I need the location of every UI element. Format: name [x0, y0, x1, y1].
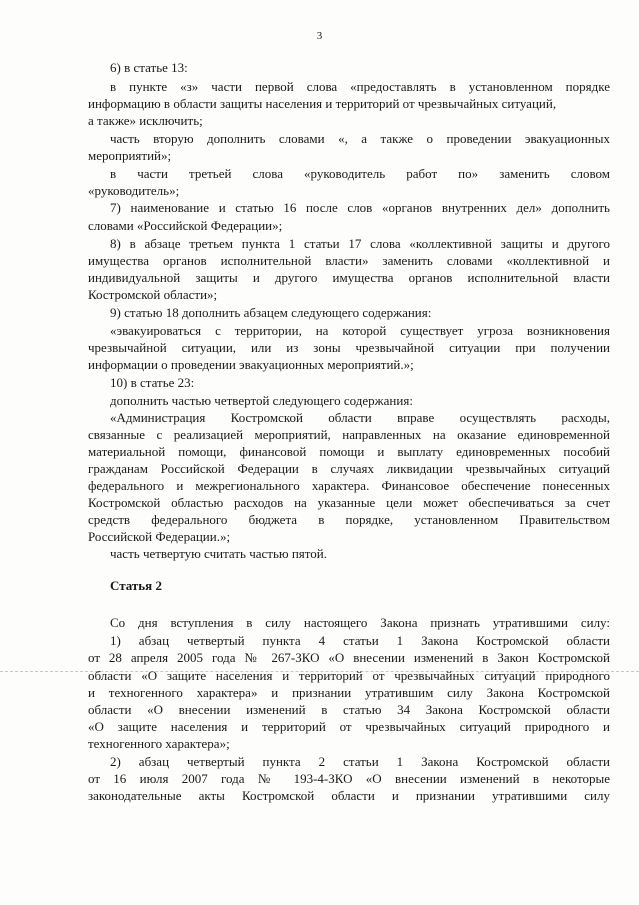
text-line: федерального и межрегионального характера. Финансовое обеспечение понесенных	[88, 478, 610, 493]
text-line: области «О защите населения и территорий от чрезвычайных ситуаций природного	[88, 668, 610, 683]
text-line: Костромской области»;	[88, 287, 218, 302]
text-line: 2) абзац четвертый пункта 2 статьи 1 Закона Костромской области	[110, 754, 610, 769]
page-number: 3	[316, 30, 323, 42]
text-line: техногенного характера»;	[88, 736, 230, 751]
text-line: области «О внесении изменений в статью 34 Закона Костромской области	[88, 702, 610, 717]
text-line: словами «Российской Федерации»;	[88, 218, 283, 233]
text-line: от 28 апреля 2005 года № 267-ЗКО «О внесении изменений в Закон Костромской	[88, 650, 610, 665]
text-line: Со дня вступления в силу настоящего Закона признать утратившими силу:	[110, 615, 610, 630]
text-line: гражданам Российской Федерации в случаях ликвидации чрезвычайных ситуаций	[88, 461, 610, 476]
text-line: в пункте «з» части первой слова «предоставлять в установленном порядке	[110, 79, 610, 94]
text-line: имущества органов исполнительной власти» заменить словами «коллективной и	[88, 253, 610, 268]
text-line: а также» исключить;	[88, 113, 203, 128]
text-line: «эвакуироваться с территории, на которой существует угроза возникновения	[110, 323, 610, 338]
text-line: чрезвычайной ситуации, или из зоны чрезвычайной ситуации при получении	[88, 340, 610, 355]
text-line: и техногенного характера» и признании утратившим силу Закона Костромской	[88, 685, 610, 700]
text-line: информации о проведении эвакуационных мероприятий.»;	[88, 357, 414, 372]
text-line: «О защите населения и территорий от чрезвычайных ситуаций природного и	[88, 719, 610, 734]
text-line: 8) в абзаце третьем пункта 1 статьи 17 слова «коллективной защиты и другого	[110, 236, 610, 251]
text-line: информацию в области защиты населения и территорий от чрезвычайных ситуаций,	[88, 96, 557, 111]
text-line: часть вторую дополнить словами «, а также о проведении эвакуационных	[110, 131, 610, 146]
text-line: материальной помощи, финансовой помощи и выплату единовременных пособий	[88, 444, 610, 459]
text-line: Костромской областью расходов на указанные цели может обеспечиваться за счет	[88, 495, 610, 510]
text-line: «Администрация Костромской области вправе осуществлять расходы,	[110, 410, 610, 425]
text-line: законодательные акты Костромской области и признании утратившими силу	[88, 788, 610, 803]
text-line: от 16 июля 2007 года № 193-4-ЗКО «О внесении изменений в некоторые	[88, 771, 610, 786]
text-line: мероприятий»;	[88, 148, 172, 163]
text-line: «руководитель»;	[88, 183, 180, 198]
text-line: в части третьей слова «руководитель работ по» заменить словом	[110, 166, 610, 181]
text-line: 1) абзац четвертый пункта 4 статьи 1 Закона Костромской области	[110, 633, 610, 648]
text-line: 7) наименование и статью 16 после слов «органов внутренних дел» дополнить	[110, 200, 610, 215]
article-heading: Статья 2	[110, 578, 162, 593]
text-line: Российской Федерации.»;	[88, 529, 231, 544]
text-line: средств федерального бюджета в порядке, установленном Правительством	[88, 512, 610, 527]
text-line: индивидуальной защиты и другого имущества органов исполнительной власти	[88, 270, 610, 285]
text-line: связанные с реализацией мероприятий, направленных на оказание единовременной	[88, 427, 610, 442]
